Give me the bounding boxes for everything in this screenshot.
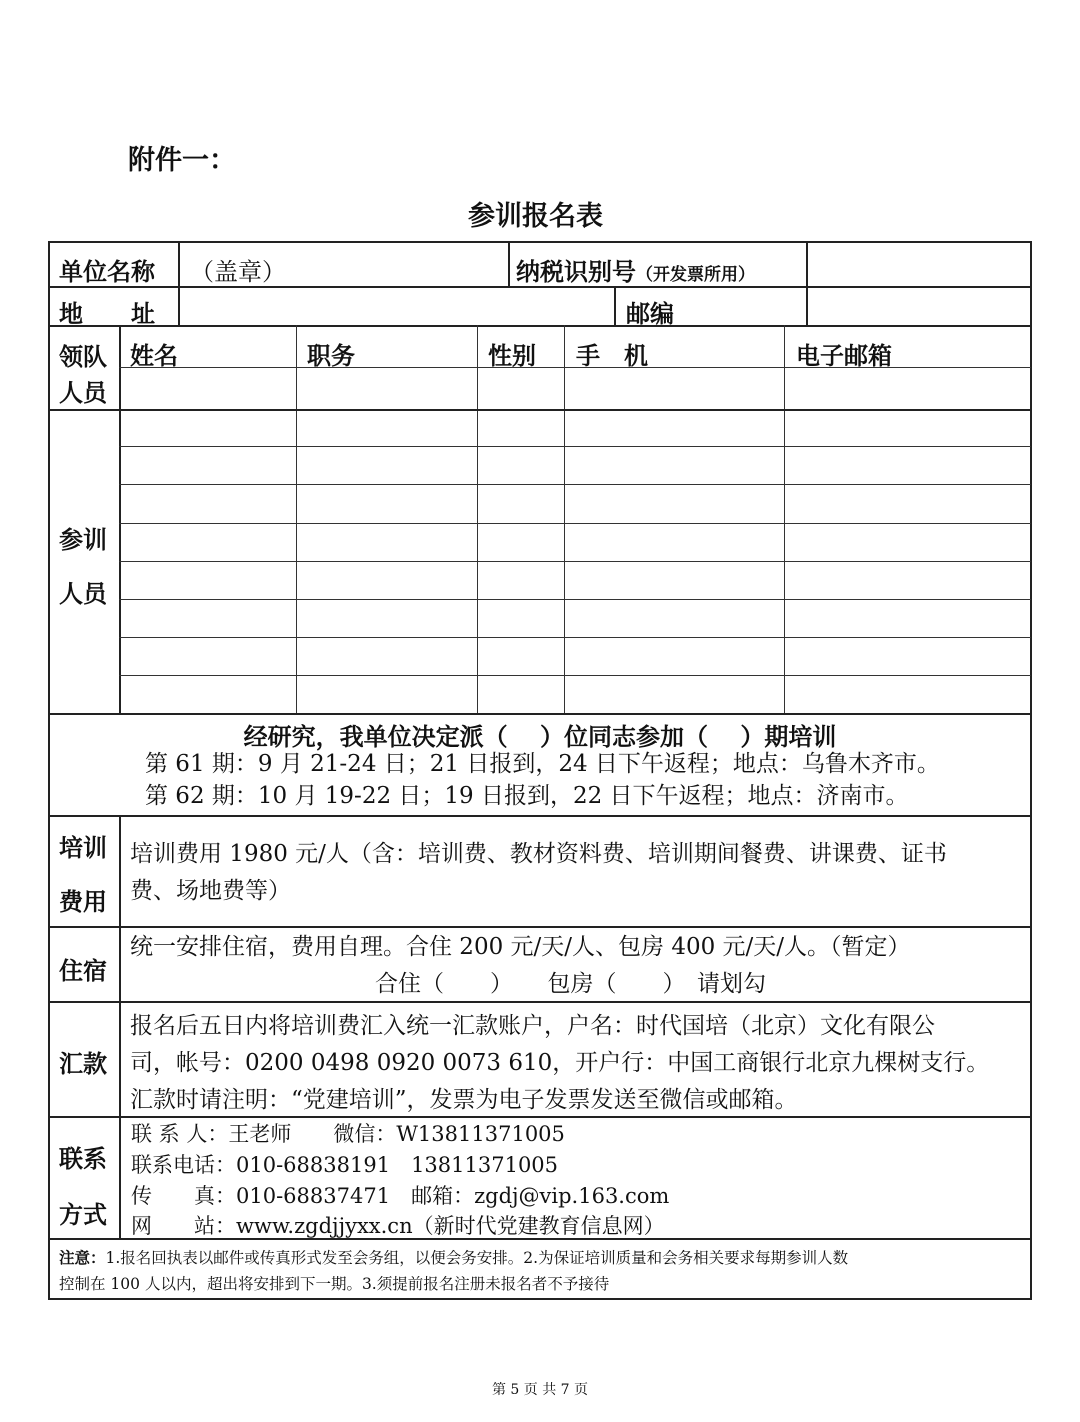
note-line-1 [59,1245,848,1271]
contact-line-3: 传 真：010-68837471 邮箱：zgdj@vip.163.com [131,1184,670,1208]
form-title: 参训报名表 [468,201,603,232]
fee-line-1: 培训费用 1980 元/人（含：培训费、教材资料费、培训期间餐费、讲课费、证书 [130,841,947,867]
note-text-1: 1.报名回执表以邮件或传真形式发至会务组，以便会务安排。2.为保证培训质量和会务相关要求每期参训人数 [105,1249,849,1267]
header-position: 职务 [307,342,355,370]
remit-line-3: 汇款时请注明：“党建培训”，发票为电子发票发送至微信或邮箱。 [130,1087,798,1113]
lodging-label: 住宿 [59,957,107,985]
lodging-line-2: 合住（ ） 包房（ ） 请划勾 [375,971,766,997]
attachment-label: 附件一： [128,145,236,176]
contact-line-4: 网 站：www.zgdjjyxx.cn（新时代党建教育信息网） [131,1214,665,1238]
unit-name-label: 单位名称 [59,258,155,286]
header-name: 姓名 [130,342,178,370]
session-61: 第 61 期：9 月 21-24 日；21 日报到，24 日下午返程；地点：乌鲁木齐市。 [145,751,940,777]
note-label: 注意： [59,1249,106,1267]
header-email: 电子邮箱 [796,342,892,370]
tax-id-field[interactable] [808,243,1029,285]
postcode-label: 邮编 [626,300,674,328]
tax-id-note: （开发票所用） [636,265,755,285]
address-field[interactable] [180,288,613,324]
note-line-2: 控制在 100 人以内，超出将安排到下一期。3.须提前报名注册未报名者不予接待 [59,1275,610,1293]
leader-label-bottom: 人员 [59,379,107,407]
lodging-line-1: 统一安排住宿，费用自理。合住 200 元/天/人、包房 400 元/天/人。（暂定） [130,934,911,960]
remit-line-2: 司，帐号：0200 0498 0920 0073 610，开户行：中国工商银行北京九棵树支行。 [130,1050,990,1076]
trainees-label-top: 参训 [59,526,107,554]
contact-label-bottom: 方式 [59,1201,107,1229]
postcode-field[interactable] [808,288,1029,324]
decision-main: 经研究，我单位决定派（ ）位同志参加（ ）期培训 [243,723,837,751]
fee-line-2: 费、场地费等） [130,878,291,904]
address-label: 地 址 [59,300,155,328]
remit-label: 汇款 [59,1050,107,1078]
leader-label-top: 领队 [59,343,107,371]
contact-line-1: 联 系 人：王老师 微信：W13811371005 [131,1122,565,1146]
header-gender: 性别 [488,342,536,370]
trainees-label-bottom: 人员 [59,580,107,608]
fee-label-bottom: 费用 [59,888,107,916]
tax-id-label [516,252,755,287]
header-phone: 手 机 [576,342,648,370]
contact-line-2: 联系电话：010-68838191 13811371005 [131,1153,559,1177]
fee-label-top: 培训 [59,834,107,862]
remit-line-1: 报名后五日内将培训费汇入统一汇款账户，户名：时代国培（北京）文化有限公 [130,1013,935,1039]
contact-label-top: 联系 [59,1145,107,1173]
stamp-field[interactable]: （盖章） [190,258,286,286]
page-footer: 第 5 页 共 7 页 [491,1382,589,1398]
tax-id-text: 纳税识别号 [516,258,636,286]
session-62: 第 62 期：10 月 19-22 日；19 日报到，22 日下午返程；地点：济南市。 [145,783,909,809]
